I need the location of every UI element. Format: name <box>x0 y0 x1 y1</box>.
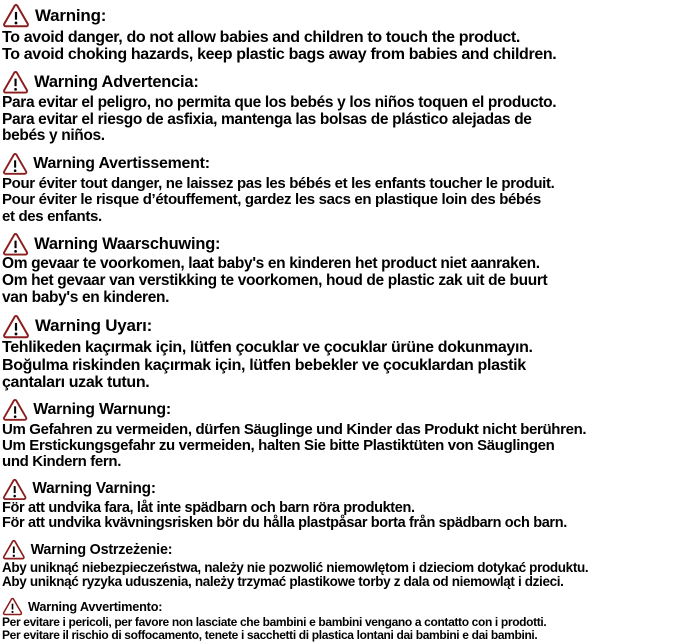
warning-triangle-icon <box>2 314 30 340</box>
warning-text-line: To avoid danger, do not allow babies and children to touch the product. <box>2 28 520 46</box>
warning-text-line: Pour éviter le risque d’étouffement, gardez les sacs en plastique loin des bébés <box>2 191 541 209</box>
warning-body <box>2 561 679 590</box>
warning-body <box>2 616 679 642</box>
warning-body <box>2 176 679 225</box>
warning-triangle-icon <box>2 539 26 561</box>
warning-triangle-icon <box>2 478 27 501</box>
warning-section <box>2 398 679 471</box>
warning-body <box>2 501 679 532</box>
warning-triangle-icon <box>2 398 28 422</box>
warning-text-line: und Kindern fern. <box>2 453 122 471</box>
warning-section <box>2 3 679 63</box>
warning-title: Warning Advertencia: <box>34 73 199 92</box>
warning-text-line: Per evitare il rischio di soffocamento, tenete i sacchetti di plastica lontani dai bambini e dai bambini. <box>2 628 538 642</box>
warning-section <box>2 232 679 307</box>
warning-text-line: Pour éviter tout danger, ne laissez pas les bébés et les enfants toucher le produit. <box>2 175 555 193</box>
warning-title: Warning Varning: <box>32 480 156 498</box>
warning-title: Warning Uyarı: <box>35 316 153 336</box>
warning-title: Warning: <box>35 5 107 25</box>
warning-title: Warning Warnung: <box>33 401 171 419</box>
warning-text-line: bebés y niños. <box>2 127 105 145</box>
warning-body <box>2 422 679 471</box>
warning-section <box>2 70 679 145</box>
warning-title: Warning Avvertimento: <box>28 598 163 614</box>
warning-body <box>2 95 679 145</box>
warning-text-line: Um Gefahren zu vermeiden, dürfen Säuglinge und Kinder das Produkt nicht berühren. <box>2 421 587 439</box>
warning-header <box>2 152 679 176</box>
warning-text-line: För att undvika kvävningsrisken bör du hålla plastpåsar borta från spädbarn och barn. <box>2 515 567 532</box>
warning-section <box>2 539 679 590</box>
warning-title: Warning Avertissement: <box>33 155 210 173</box>
warning-text-line: Aby uniknąć niebezpieczeństwa, należy nie pozwolić niemowlętom i dzieciom dotykać produktu. <box>2 559 589 575</box>
warning-triangle-icon <box>2 152 28 176</box>
warning-text-line: Boğulma riskinden kaçırmak için, lütfen bebekler ve çocuklardan plastik <box>2 356 526 374</box>
warning-text-line: van baby's en kinderen. <box>2 288 170 306</box>
warning-text-line: Para evitar el peligro, no permita que los bebés y los niños toquen el producto. <box>2 93 557 111</box>
warning-section <box>2 152 679 225</box>
warning-text-line: To avoid choking hazards, keep plastic bags away from babies and children. <box>2 45 557 63</box>
warning-body <box>2 339 679 391</box>
warning-section <box>2 314 679 391</box>
warning-text-line: Om gevaar te voorkomen, laat baby's en kinderen het product niet aanraken. <box>2 255 540 273</box>
warning-section <box>2 478 679 533</box>
warning-title: Warning Ostrzeżenie: <box>30 541 173 558</box>
warning-triangle-icon <box>2 70 29 95</box>
warning-header <box>2 398 679 422</box>
warning-triangle-icon <box>2 597 23 616</box>
warning-text-line: Um Erstickungsgefahr zu vermeiden, halten Sie bitte Plastiktüten von Säuglingen <box>2 437 555 455</box>
warning-triangle-icon <box>2 232 29 257</box>
warning-text-line: Tehlikeden kaçırmak için, lütfen çocuklar ve çocuklar ürüne dokunmayın. <box>2 339 533 357</box>
warning-text-line: Aby uniknąć ryzyka uduszenia, należy trzymać plastikowe torby z dala od niemowląt i dzieci. <box>2 574 564 590</box>
warning-header <box>2 314 679 340</box>
warning-header <box>2 3 679 29</box>
warning-triangle-icon <box>2 3 30 29</box>
warning-title: Warning Waarschuwing: <box>34 234 221 253</box>
warning-text-line: För att undvika fara, låt inte spädbarn och barn röra produkten. <box>2 499 415 516</box>
warning-text-line: çantaları uzak tutun. <box>2 373 150 391</box>
warning-text-line: et des enfants. <box>2 207 102 225</box>
warning-text-line: Per evitare i pericoli, per favore non lasciate che bambini e bambini vengano a contatto con i prodotti. <box>2 615 547 630</box>
warning-body <box>2 256 679 306</box>
warning-text-line: Para evitar el riesgo de asfixia, mantenga las bolsas de plástico alejadas de <box>2 110 532 128</box>
warning-header <box>2 70 679 95</box>
warning-text-line: Om het gevaar van verstikking te voorkomen, houd de plastic zak uit de buurt <box>2 272 548 290</box>
warning-section <box>2 597 679 642</box>
warning-header <box>2 232 679 257</box>
warning-header <box>2 539 679 561</box>
warning-header <box>2 597 679 616</box>
warning-body <box>2 29 679 64</box>
warning-header <box>2 478 679 501</box>
